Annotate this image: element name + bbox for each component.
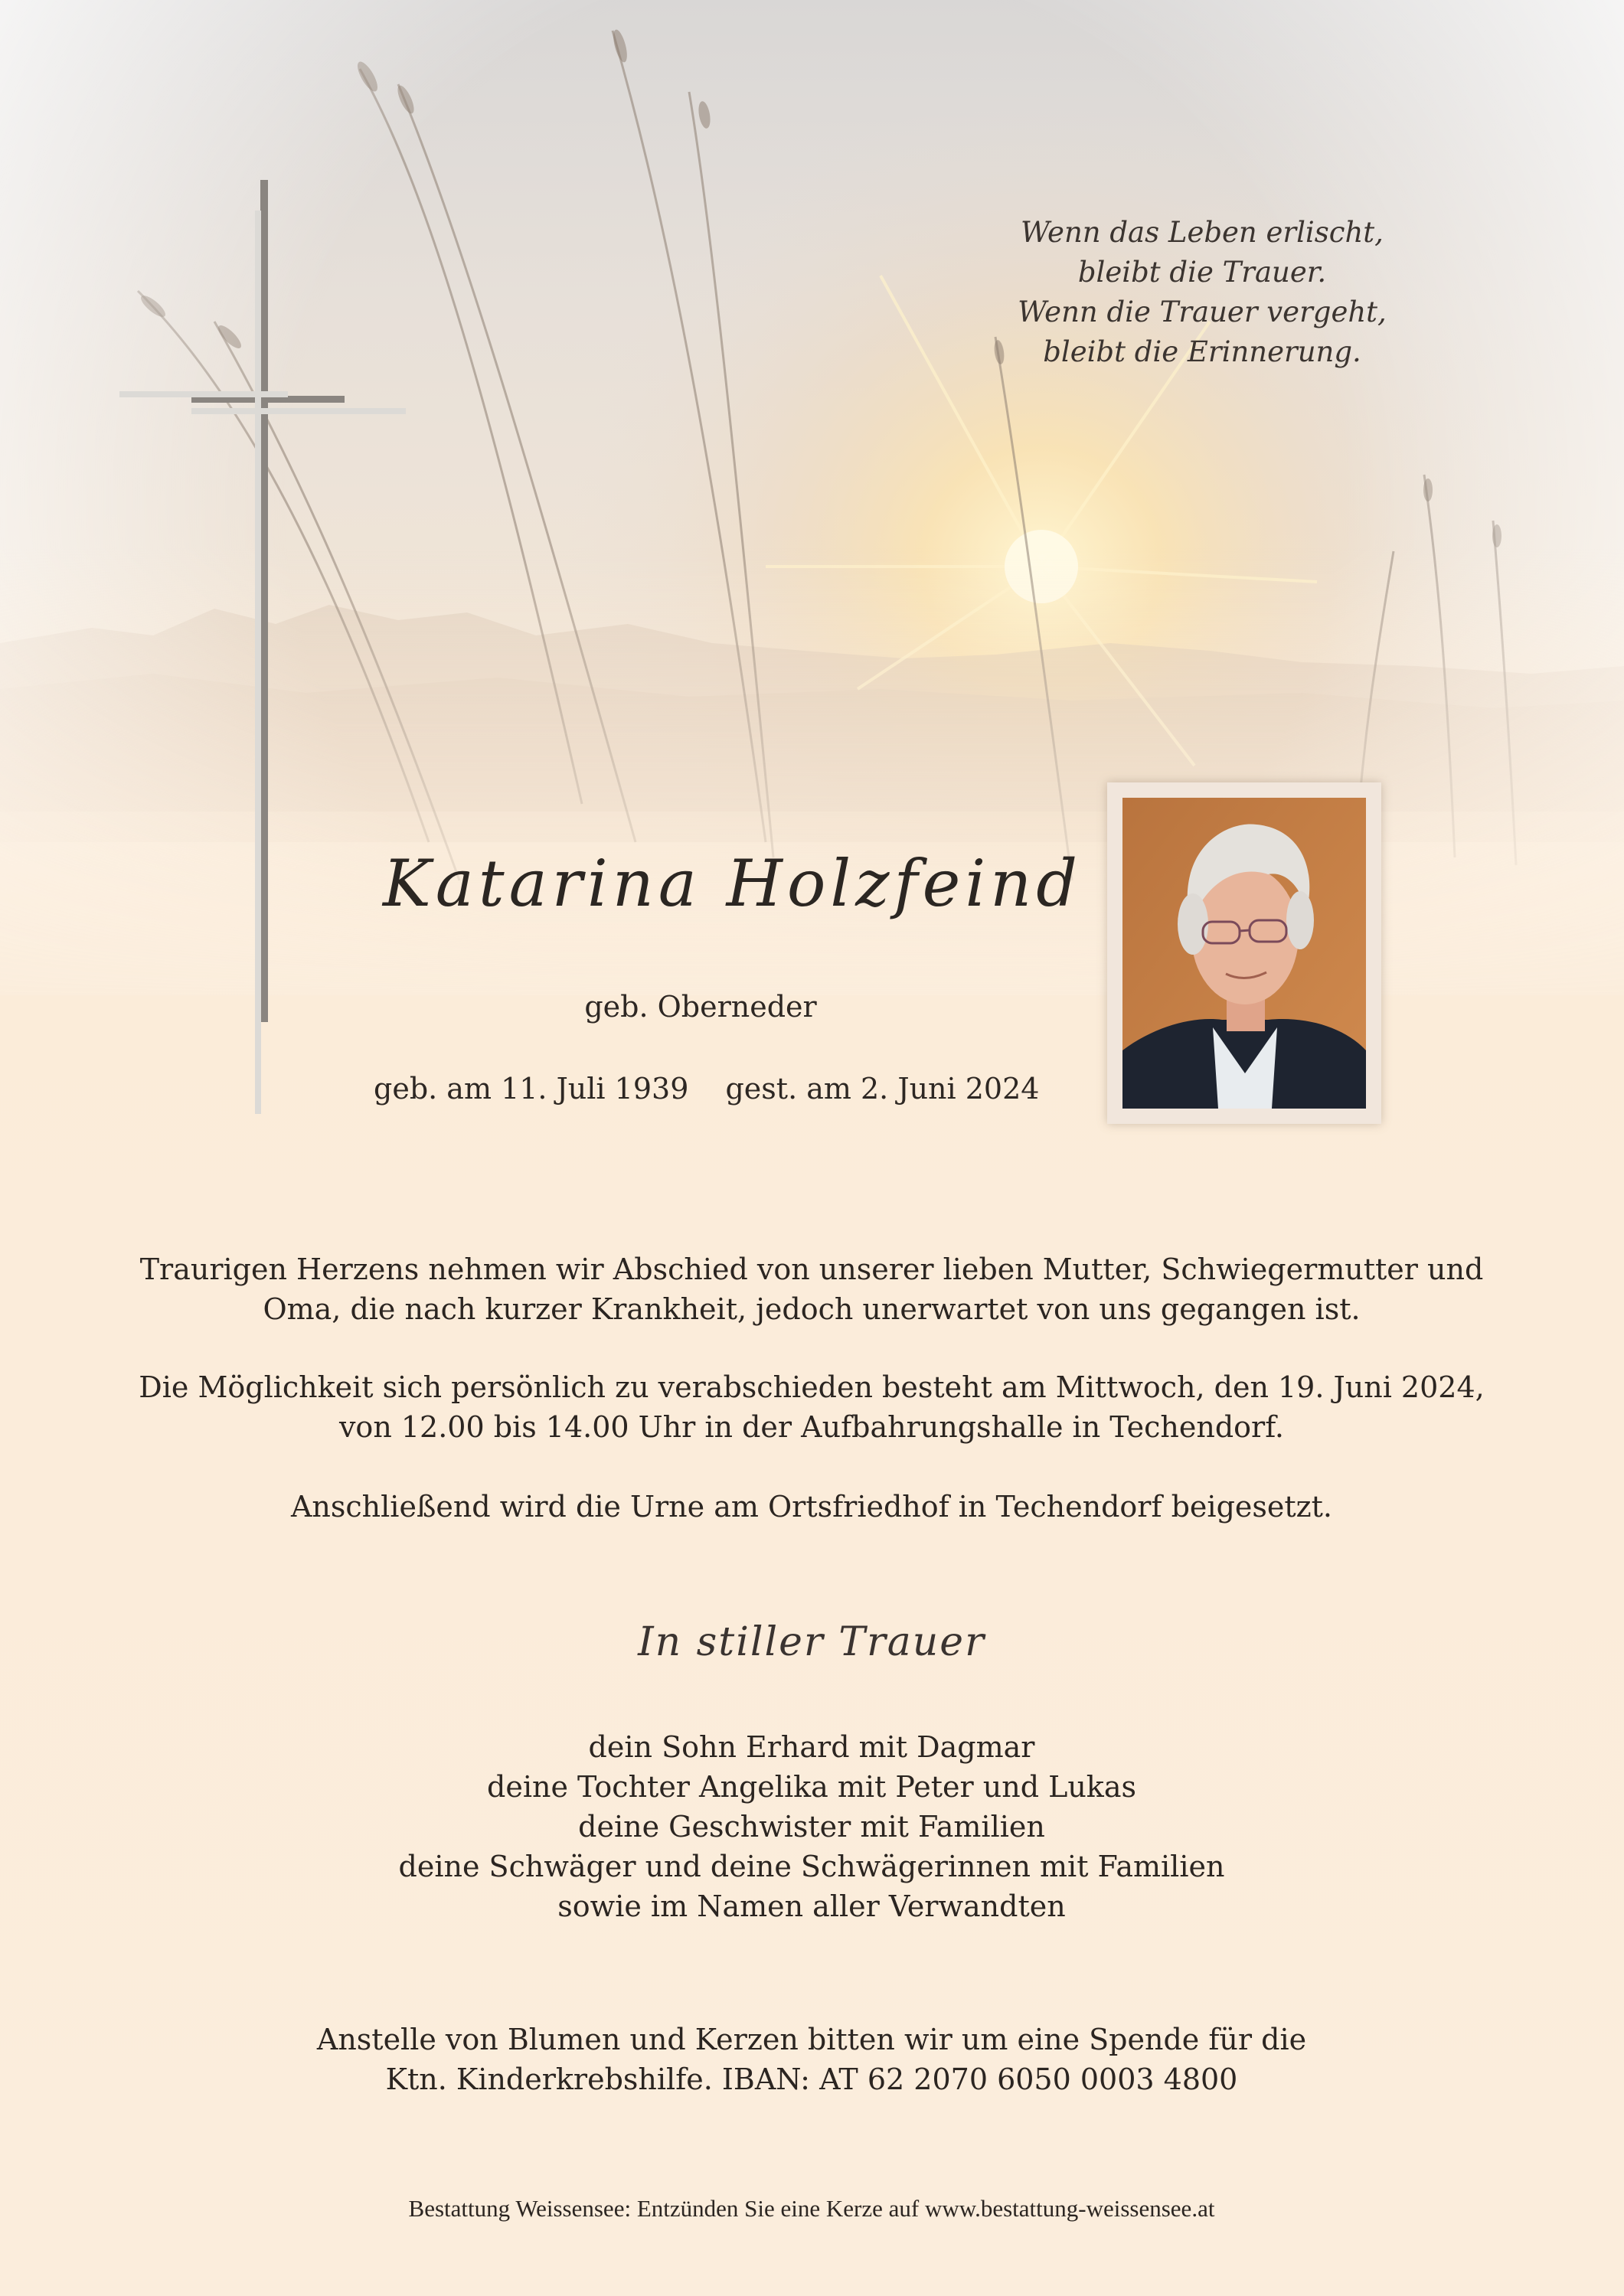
memorial-quote (942, 213, 1462, 372)
announcement-paragraph-2 (123, 1367, 1501, 1447)
mourner-line: sowie im Namen aller Verwandten (557, 1889, 1066, 1923)
mourner-line: deine Schwäger und deine Schwägerinnen mit Familien (398, 1850, 1225, 1883)
announcement-line: von 12.00 bis 14.00 Uhr in der Aufbahrungshalle in Techendorf. (338, 1410, 1285, 1444)
mourners-list (123, 1727, 1501, 1926)
announcement-line: Anschließend wird die Urne am Ortsfriedhof in Techendorf beigesetzt. (290, 1490, 1333, 1524)
donation-line: Ktn. Kinderkrebshilfe. IBAN: AT 62 2070 6050 0003 4800 (385, 2062, 1238, 2096)
cross-icon (115, 172, 421, 1122)
mourners-heading: In stiller Trauer (638, 1619, 985, 1665)
death-date: gest. am 2. Juni 2024 (725, 1072, 1040, 1106)
mourner-line: deine Geschwister mit Familien (578, 1810, 1045, 1844)
quote-line: Wenn das Leben erlischt, (1021, 216, 1384, 249)
announcement-paragraph-1 (123, 1249, 1501, 1329)
birth-date: geb. am 11. Juli 1939 (374, 1072, 689, 1106)
announcement-paragraph-3 (123, 1487, 1501, 1527)
mourner-line: dein Sohn Erhard mit Dagmar (588, 1730, 1035, 1764)
announcement-line: Die Möglichkeit sich persönlich zu verabschieden besteht am Mittwoch, den 19. Juni 2024, (139, 1370, 1485, 1404)
quote-line: bleibt die Erinnerung. (1043, 335, 1361, 368)
donation-request (123, 2020, 1501, 2099)
mourner-line: deine Tochter Angelika mit Peter und Lukas (487, 1770, 1136, 1804)
footer-note: Bestattung Weissensee: Entzünden Sie eine Kerze auf www.bestattung-weissensee.at (408, 2195, 1215, 2222)
maiden-name: geb. Oberneder (584, 990, 817, 1024)
donation-line: Anstelle von Blumen und Kerzen bitten wir um eine Spende für die (316, 2023, 1307, 2056)
announcement-line: Oma, die nach kurzer Krankheit, jedoch unerwartet von uns gegangen ist. (263, 1292, 1361, 1326)
portrait-photo (1122, 798, 1366, 1109)
life-dates (360, 1072, 1041, 1106)
announcement-line: Traurigen Herzens nehmen wir Abschied von unserer lieben Mutter, Schwiegermutter und (139, 1253, 1484, 1286)
portrait-frame (1107, 782, 1381, 1124)
quote-line: Wenn die Trauer vergeht, (1018, 296, 1387, 328)
deceased-name: Katarina Holzfeind (383, 846, 1083, 921)
quote-line: bleibt die Trauer. (1077, 256, 1327, 289)
